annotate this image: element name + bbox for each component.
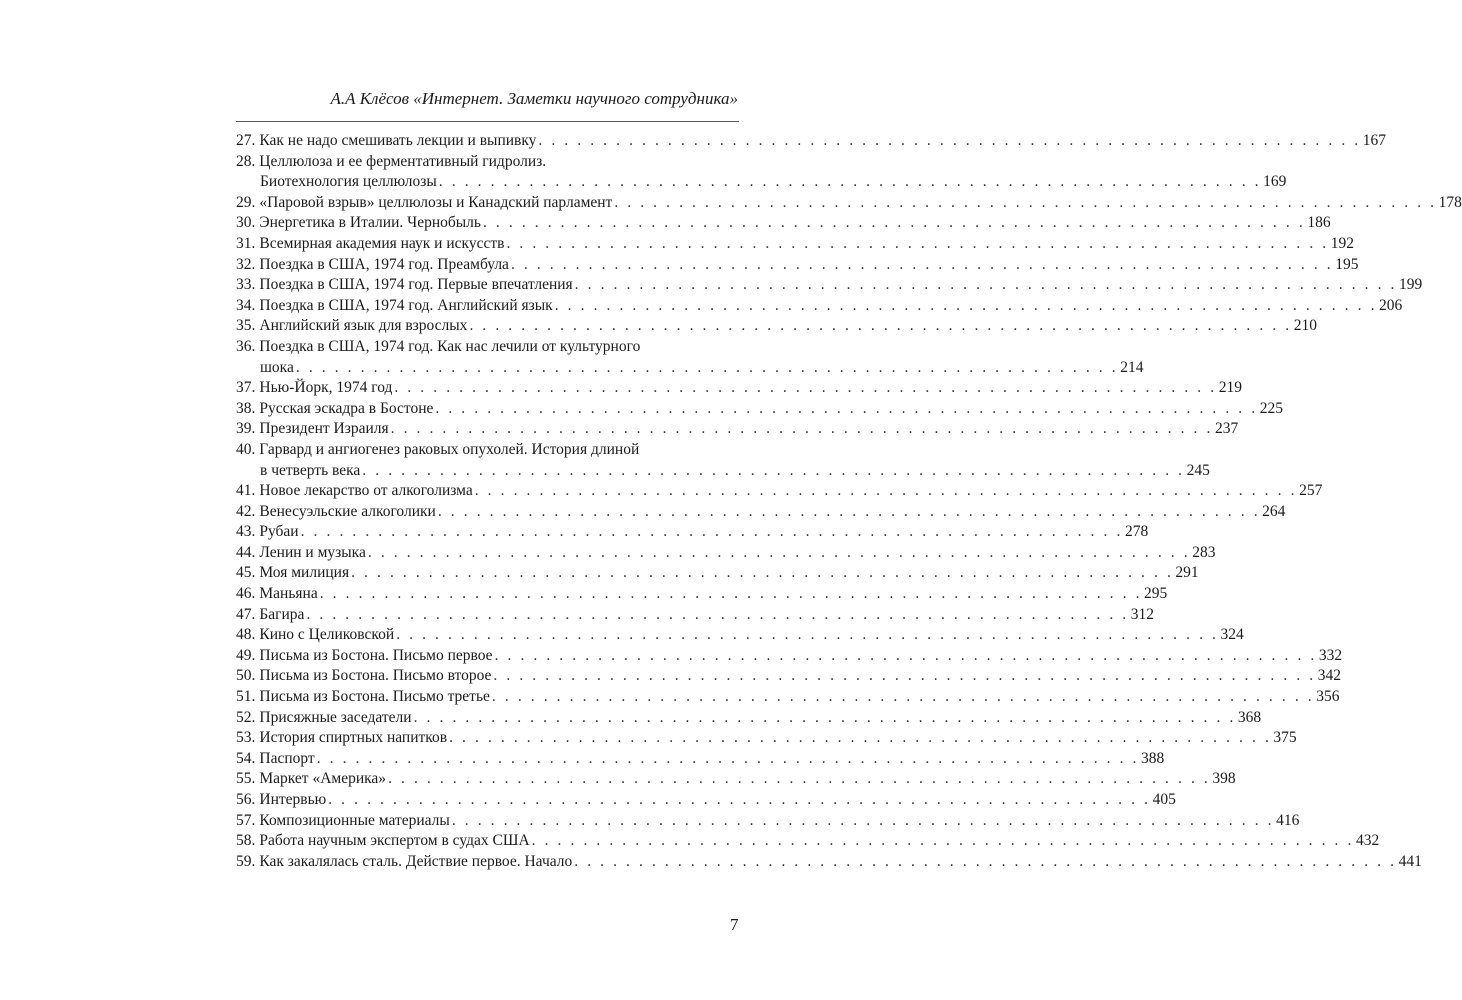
toc-entry-title: Всемирная академия наук и искусств: [259, 234, 505, 252]
toc-entry-number: 51.: [236, 688, 256, 706]
toc-entry-title: Маньяна: [259, 585, 318, 603]
toc-entry-page: 312: [1130, 605, 1155, 623]
page-number: 7: [730, 915, 739, 934]
dot-leader: . . . . . . . . . . . . . . . . . . . . . . . . . . . . . . . . . . . . . . . . . . . . . . . . . . . . . . . . . . . . . . . .: [474, 482, 1298, 500]
toc-entry-title: Как закалялась сталь. Действие первое. Начало: [259, 852, 573, 870]
toc-entry-number: 34.: [236, 296, 256, 314]
dot-leader: . . . . . . . . . . . . . . . . . . . . . . . . . . . . . . . . . . . . . . . . . . . . . . . . . . . . . . . . . . . . . . . .: [469, 317, 1292, 335]
toc-entry-page: 416: [1276, 811, 1300, 829]
toc-entry-continuation: [236, 172, 1287, 193]
toc-entry-page: 225: [1259, 399, 1283, 417]
toc-entry: [236, 625, 1244, 646]
toc-entry: [236, 852, 1422, 873]
toc-entry-number: 29.: [236, 193, 256, 211]
toc-entry-number: 38.: [236, 399, 256, 417]
toc-entry-page: 432: [1355, 832, 1380, 850]
toc-entry-number: 42.: [236, 502, 256, 520]
dot-leader: . . . . . . . . . . . . . . . . . . . . . . . . . . . . . . . . . . . . . . . . . . . . . . . . . . . . . . . . . . . . . . . .: [493, 667, 1316, 685]
dot-leader: . . . . . . . . . . . . . . . . . . . . . . . . . . . . . . . . . . . . . . . . . . . . . . . . . . . . . . . . . . . . . . . .: [531, 832, 1354, 850]
dot-leader: . . . . . . . . . . . . . . . . . . . . . . . . . . . . . . . . . . . . . . . . . . . . . . . . . . . . . . . . . . . . . . . .: [449, 729, 1272, 747]
toc-entry-title: Письма из Бостона. Письмо третье: [259, 688, 490, 706]
toc-entry-page: 210: [1293, 317, 1318, 335]
toc-entry: [236, 749, 1165, 770]
toc-entry: [236, 213, 1331, 234]
dot-leader: . . . . . . . . . . . . . . . . . . . . . . . . . . . . . . . . . . . . . . . . . . . . . . . . . . . . . . . . . . . . . . . .: [394, 379, 1217, 397]
toc-entry-number: 55.: [236, 770, 256, 788]
toc-entry-page: 192: [1330, 234, 1355, 252]
toc-entry-page: 388: [1141, 749, 1165, 767]
dot-leader: . . . . . . . . . . . . . . . . . . . . . . . . . . . . . . . . . . . . . . . . . . . . . . . . . . . . . . . . . . . . . . . .: [451, 811, 1275, 829]
dot-leader: . . . . . . . . . . . . . . . . . . . . . . . . . . . . . . . . . . . . . . . . . . . . . . . . . . . . . . . . . . . . . . . .: [506, 234, 1329, 252]
toc-entry: [236, 193, 1462, 214]
toc-entry-number: 52.: [236, 708, 256, 726]
toc-entry-title: Кино с Целиковской: [259, 626, 395, 644]
toc-entry-page: 368: [1237, 708, 1262, 726]
toc-entry-title: Президент Израиля: [259, 420, 389, 438]
dot-leader: . . . . . . . . . . . . . . . . . . . . . . . . . . . . . . . . . . . . . . . . . . . . . . . . . . . . . . . . . . . . . . . .: [435, 399, 1258, 417]
toc-entry: [236, 708, 1262, 729]
dot-leader: . . . . . . . . . . . . . . . . . . . . . . . . . . . . . . . . . . . . . . . . . . . . . . . . . . . . . . . . . . . . . . . .: [574, 852, 1397, 870]
toc-entry-title: «Паровой взрыв» целлюлозы и Канадский парламент: [259, 193, 613, 211]
toc-entry-page: 291: [1175, 564, 1199, 582]
toc-entry-number: 39.: [236, 420, 256, 438]
dot-leader: . . . . . . . . . . . . . . . . . . . . . . . . . . . . . . . . . . . . . . . . . . . . . . . . . . . . . . . . . . . . . . . .: [362, 461, 1185, 479]
toc-entry-number: 58.: [236, 832, 256, 850]
toc-entry: [236, 646, 1343, 667]
toc-entry-title: Письма из Бостона. Письмо первое: [259, 646, 493, 664]
toc-entry-page: 342: [1317, 667, 1341, 685]
toc-entry-title: Русская эскадра в Бостоне: [259, 399, 434, 417]
toc-entry-page: 214: [1120, 358, 1144, 376]
toc-entry-page: 245: [1186, 461, 1210, 479]
toc-entry: [236, 605, 1155, 626]
toc-entry-number: 59.: [236, 852, 256, 870]
dot-leader: . . . . . . . . . . . . . . . . . . . . . . . . . . . . . . . . . . . . . . . . . . . . . . . . . . . . . . . . . . . . . . . .: [574, 276, 1397, 294]
toc-entry: [236, 419, 1239, 440]
toc-entry-page: 264: [1262, 502, 1286, 520]
toc-entry-number: 30.: [236, 214, 256, 232]
toc-entry-page: 324: [1220, 626, 1244, 644]
header-rule: [236, 121, 739, 122]
toc-entry-title: Паспорт: [259, 749, 315, 767]
toc-entry-number: 53.: [236, 729, 256, 747]
toc-entry-title: Моя милиция: [259, 564, 350, 582]
toc-entry-title: Английский язык для взрослых: [259, 317, 468, 335]
toc-entry-number: 32.: [236, 255, 256, 273]
toc-entry-title-continued: Биотехнология целлюлозы: [260, 173, 437, 191]
dot-leader: . . . . . . . . . . . . . . . . . . . . . . . . . . . . . . . . . . . . . . . . . . . . . . . . . . . . . . . . . . . . . . . .: [413, 708, 1236, 726]
dot-leader: . . . . . . . . . . . . . . . . . . . . . . . . . . . . . . . . . . . . . . . . . . . . . . . . . . . . . . . . . . . . . . . .: [300, 523, 1123, 541]
toc-entry: [236, 275, 1423, 296]
toc-entry-title: История спиртных напитков: [259, 729, 448, 747]
toc-entry-page: 178: [1438, 193, 1462, 211]
toc-entry-title: Гарвард и ангиогенез раковых опухолей. История длиной: [259, 440, 640, 458]
toc-entry-number: 27.: [236, 132, 256, 149]
toc-entry-number: 36.: [236, 337, 256, 355]
toc-entry-title: Интервью: [259, 791, 327, 808]
toc-entry-page: 375: [1273, 729, 1297, 747]
toc-entry-number: 48.: [236, 626, 256, 644]
toc-entry-title: Как не надо смешивать лекции и выпивку: [259, 132, 537, 149]
dot-leader: . . . . . . . . . . . . . . . . . . . . . . . . . . . . . . . . . . . . . . . . . . . . . . . . . . . . . . . . . . . . . . . .: [482, 214, 1306, 232]
toc-entry-page: 167: [1362, 132, 1386, 149]
toc-entry-page: 237: [1214, 420, 1239, 438]
toc-entry-title: Ленин и музыка: [259, 543, 366, 561]
toc-entry: [236, 811, 1300, 832]
toc-entry: [236, 687, 1340, 708]
toc-entry: [236, 316, 1318, 337]
dot-leader: . . . . . . . . . . . . . . . . . . . . . . . . . . . . . . . . . . . . . . . . . . . . . . . . . . . . . . . . . . . . . . . .: [554, 296, 1378, 314]
toc-entry: [236, 296, 1403, 317]
toc-entry-number: 35.: [236, 317, 256, 335]
toc-entry-continuation: [236, 461, 1210, 482]
toc-entry-number: 40.: [236, 440, 256, 458]
table-of-contents: [236, 131, 1462, 872]
toc-entry-page: 169: [1263, 173, 1287, 191]
toc-entry-page: 295: [1144, 585, 1168, 603]
dot-leader: . . . . . . . . . . . . . . . . . . . . . . . . . . . . . . . . . . . . . . . . . . . . . . . . . . . . . . . . . . . . . . . .: [494, 646, 1317, 664]
toc-entry-page: 278: [1124, 523, 1149, 541]
toc-entry-number: 54.: [236, 749, 256, 767]
toc-entry: [236, 563, 1199, 584]
dot-leader: . . . . . . . . . . . . . . . . . . . . . . . . . . . . . . . . . . . . . . . . . . . . . . . . . . . . . . . . . . . . . . . .: [491, 688, 1315, 706]
dot-leader: . . . . . . . . . . . . . . . . . . . . . . . . . . . . . . . . . . . . . . . . . . . . . . . . . . . . . . . . . . . . . . . .: [316, 749, 1140, 767]
toc-entry-number: 47.: [236, 605, 256, 623]
toc-entry: [236, 769, 1236, 790]
toc-entry: [236, 399, 1283, 420]
toc-entry-title-continued: шока: [260, 358, 294, 376]
toc-entry-number: 49.: [236, 646, 256, 664]
toc-entry-title: Поездка в США, 1974 год. Английский язык: [259, 296, 553, 314]
toc-entry: [236, 481, 1323, 502]
toc-entry-title: Поездка в США, 1974 год. Как нас лечили от культурного: [259, 337, 641, 355]
dot-leader: . . . . . . . . . . . . . . . . . . . . . . . . . . . . . . . . . . . . . . . . . . . . . . . . . . . . . . . . . . . . . . . .: [351, 564, 1174, 582]
toc-entry-page: 206: [1379, 296, 1403, 314]
toc-entry-page: 199: [1399, 276, 1423, 294]
toc-entry-title: Работа научным экспертом в судах США: [259, 832, 530, 850]
toc-entry-title: Письма из Бостона. Письмо второе: [259, 667, 492, 685]
dot-leader: . . . . . . . . . . . . . . . . . . . . . . . . . . . . . . . . . . . . . . . . . . . . . . . . . . . . . . . . . . . . . . . .: [367, 543, 1191, 561]
toc-entry-title: Присяжные заседатели: [259, 708, 412, 726]
toc-entry-page: 441: [1398, 852, 1422, 870]
dot-leader: . . . . . . . . . . . . . . . . . . . . . . . . . . . . . . . . . . . . . . . . . . . . . . . . . . . . . . . . . . . . . . . .: [614, 193, 1437, 211]
dot-leader: . . . . . . . . . . . . . . . . . . . . . . . . . . . . . . . . . . . . . . . . . . . . . . . . . . . . . . . . . . . . . . . .: [396, 626, 1219, 644]
toc-entry-title: Поездка в США, 1974 год. Преамбула: [259, 255, 509, 273]
toc-entry: [236, 522, 1149, 543]
toc-entry-page: 195: [1335, 255, 1359, 273]
toc-entry-title: Целлюлоза и ее ферментативный гидролиз.: [259, 152, 547, 170]
toc-entry-title: Нью-Йорк, 1974 год: [259, 379, 393, 397]
dot-leader: . . . . . . . . . . . . . . . . . . . . . . . . . . . . . . . . . . . . . . . . . . . . . . . . . . . . . . . . . . . . . . . .: [437, 502, 1261, 520]
toc-entry: [236, 831, 1380, 852]
toc-entry: [236, 666, 1341, 687]
dot-leader: . . . . . . . . . . . . . . . . . . . . . . . . . . . . . . . . . . . . . . . . . . . . . . . . . . . . . . . . . . . . . . . .: [388, 770, 1211, 788]
toc-entry-page: 405: [1152, 791, 1176, 808]
toc-entry: [236, 255, 1359, 276]
dot-leader: . . . . . . . . . . . . . . . . . . . . . . . . . . . . . . . . . . . . . . . . . . . . . . . . . . . . . . . . . . . . . . . .: [510, 255, 1334, 273]
toc-entry-page: 356: [1316, 688, 1340, 706]
toc-entry-number: 56.: [236, 791, 256, 808]
dot-leader: . . . . . . . . . . . . . . . . . . . . . . . . . . . . . . . . . . . . . . . . . . . . . . . . . . . . . . . . . . . . . . . .: [538, 132, 1361, 149]
toc-entry: [236, 502, 1286, 523]
toc-entry-number: 31.: [236, 234, 256, 252]
toc-entry-title: Венесуэльские алкоголики: [259, 502, 436, 520]
toc-entry-number: 44.: [236, 543, 256, 561]
toc-entry-title: Багира: [259, 605, 305, 623]
toc-entry: [236, 584, 1168, 605]
toc-entry-number: 46.: [236, 585, 256, 603]
dot-leader: . . . . . . . . . . . . . . . . . . . . . . . . . . . . . . . . . . . . . . . . . . . . . . . . . . . . . . . . . . . . . . . .: [390, 420, 1213, 438]
toc-entry: [236, 337, 739, 358]
toc-entry-number: 28.: [236, 152, 256, 170]
running-title: А.А Клёсов «Интернет. Заметки научного сотрудника»: [330, 89, 738, 108]
toc-entry: [236, 131, 1386, 152]
toc-entry-page: 257: [1299, 482, 1323, 500]
toc-entry-title-continued: в четверть века: [260, 461, 361, 479]
toc-entry-page: 186: [1307, 214, 1331, 232]
toc-entry-continuation: [236, 358, 1144, 379]
toc-entry: [236, 378, 1242, 399]
toc-entry-number: 57.: [236, 811, 256, 829]
toc-entry-number: 50.: [236, 667, 256, 685]
dot-leader: . . . . . . . . . . . . . . . . . . . . . . . . . . . . . . . . . . . . . . . . . . . . . . . . . . . . . . . . . . . . . . . .: [306, 605, 1129, 623]
toc-entry-page: 283: [1192, 543, 1216, 561]
toc-entry-title: Маркет «Америка»: [259, 770, 387, 788]
toc-entry-page: 332: [1318, 646, 1343, 664]
toc-entry-title: Поездка в США, 1974 год. Первые впечатления: [259, 276, 573, 294]
toc-entry-number: 41.: [236, 482, 256, 500]
toc-entry: [236, 152, 739, 173]
toc-entry-number: 37.: [236, 379, 256, 397]
toc-entry-page: 398: [1212, 770, 1236, 788]
dot-leader: . . . . . . . . . . . . . . . . . . . . . . . . . . . . . . . . . . . . . . . . . . . . . . . . . . . . . . . . . . . . . . . .: [438, 173, 1262, 191]
toc-entry: [236, 790, 1176, 811]
toc-entry: [236, 728, 1297, 749]
toc-entry: [236, 543, 1216, 564]
toc-entry-title: Композиционные материалы: [259, 811, 450, 829]
toc-entry-title: Рубаи: [259, 523, 299, 541]
dot-leader: . . . . . . . . . . . . . . . . . . . . . . . . . . . . . . . . . . . . . . . . . . . . . . . . . . . . . . . . . . . . . . . .: [319, 585, 1143, 603]
toc-entry: [236, 234, 1355, 255]
toc-entry-title: Новое лекарство от алкоголизма: [259, 482, 473, 500]
dot-leader: . . . . . . . . . . . . . . . . . . . . . . . . . . . . . . . . . . . . . . . . . . . . . . . . . . . . . . . . . . . . . . . .: [295, 358, 1119, 376]
toc-entry-number: 45.: [236, 564, 256, 582]
toc-entry-title: Энергетика в Италии. Чернобыль: [259, 214, 481, 232]
toc-entry-number: 43.: [236, 523, 256, 541]
toc-entry: [236, 440, 739, 461]
dot-leader: . . . . . . . . . . . . . . . . . . . . . . . . . . . . . . . . . . . . . . . . . . . . . . . . . . . . . . . . . . . . . . . .: [328, 791, 1151, 808]
toc-entry-number: 33.: [236, 276, 256, 294]
toc-entry-page: 219: [1218, 379, 1242, 397]
